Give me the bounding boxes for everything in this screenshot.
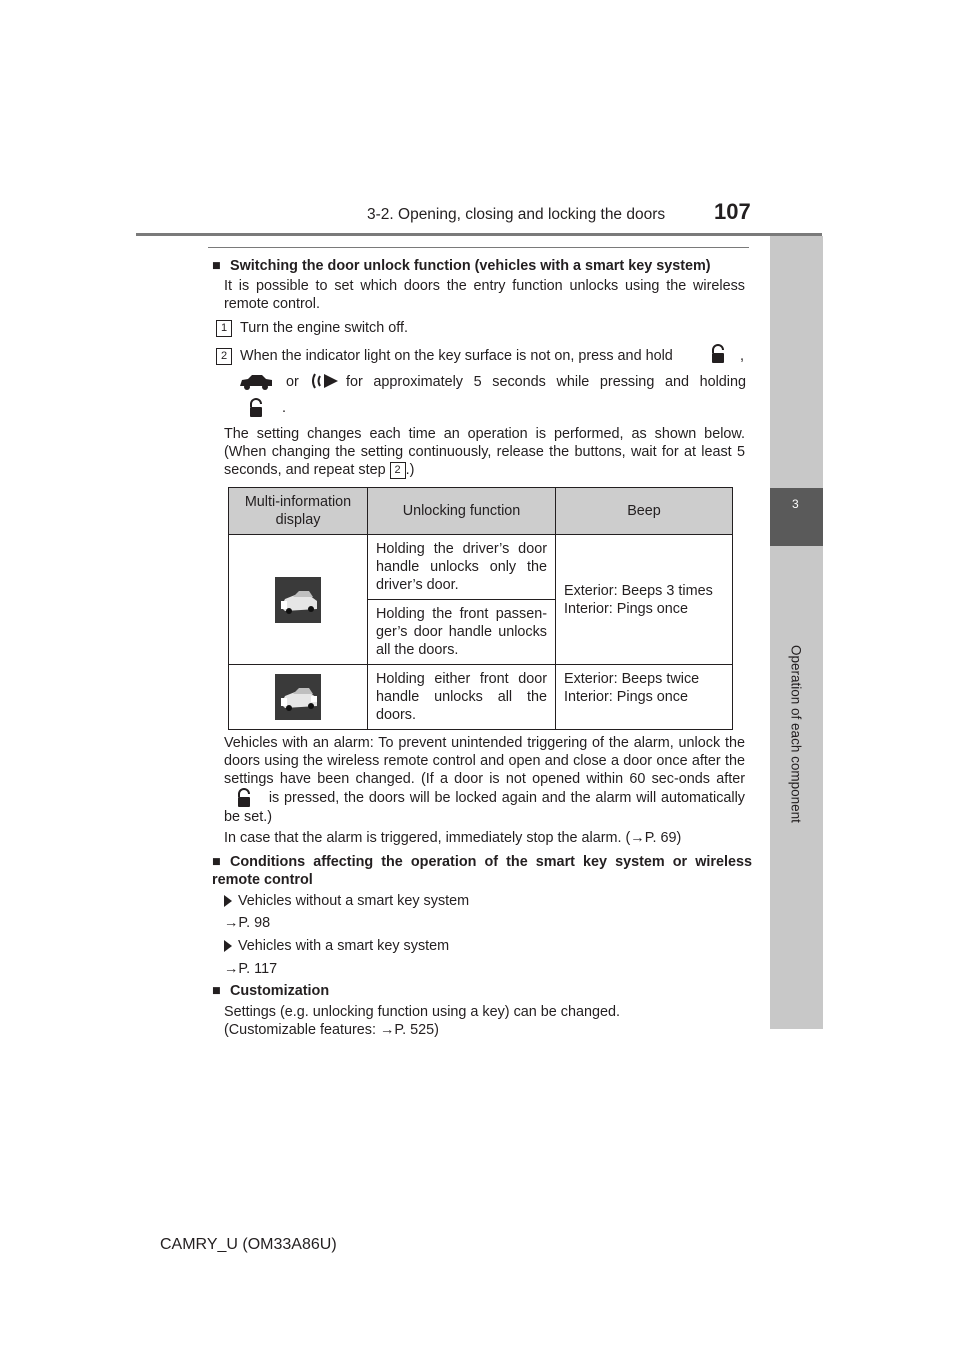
chapter-number: 3 — [792, 497, 799, 511]
step-1-text: Turn the engine switch off. — [240, 320, 408, 336]
customization-line2: (Customizable features: →P. 525) — [224, 1022, 439, 1038]
step-1 — [216, 319, 746, 337]
list-item: Vehicles with a smart key system — [224, 937, 449, 955]
conditions-heading: ■ Conditions affecting the operation of the smart key system or wireless remote control — [212, 854, 752, 888]
step-ref-box: 2 — [390, 462, 406, 479]
page-ref: →P. 117 — [224, 961, 278, 977]
heading-marker: ■ — [212, 983, 221, 999]
step-2-text-b: for approximately 5 seconds while pressing and holding — [346, 374, 746, 390]
row1-function-a: Holding the driver’s door handle unlocks only the driver’s door. — [368, 535, 556, 600]
section-title: 3-2. Opening, closing and locking the doors — [367, 206, 666, 223]
row2-function: Holding either front door handle unlocks all the doors. — [368, 665, 556, 730]
lock-icon — [248, 400, 268, 416]
step-2-line1 — [216, 347, 746, 365]
switching-intro: It is possible to set which doors the entry function unlocks using the wireless remote control. — [224, 278, 745, 312]
display-image-cell — [229, 665, 368, 730]
side-bar — [770, 236, 823, 1029]
step-2-period: . — [282, 399, 286, 416]
alarm-triggered: In case that the alarm is triggered, immediately stop the alarm. (→P. 69) — [224, 830, 682, 846]
lock-icon — [236, 788, 252, 808]
step-2-line2 — [238, 373, 746, 395]
step-2-or: or — [286, 374, 299, 390]
row2-beep: Exterior: Beeps twice Interior: Pings once — [556, 665, 733, 730]
display-image-cell — [229, 535, 368, 665]
arrow-bullet-icon — [224, 940, 232, 952]
car-display-image-2 — [275, 674, 321, 720]
car-icon — [238, 372, 274, 390]
switching-heading: ■ Switching the door unlock function (vehicles with a smart key system) — [212, 258, 711, 274]
list-item: Vehicles without a smart key system — [224, 892, 469, 910]
step-number-box: 1 — [216, 320, 232, 337]
setting-changes-paragraph: The setting changes each time an operation is performed, as shown below. (When changing the setting continuously, release the buttons, wait for at least 5 seconds, and repeat step 2 .) — [224, 426, 745, 478]
step-2-comma: , — [740, 348, 744, 364]
content-rule — [208, 247, 749, 248]
table-row — [229, 665, 733, 730]
col-header-function: Unlocking function — [368, 488, 556, 535]
unlock-function-table — [228, 487, 733, 730]
page-ref: →P. 98 — [224, 915, 271, 931]
page-number: 107 — [714, 199, 751, 224]
trunk-signal-icon — [310, 370, 340, 392]
customization-heading: ■ Customization — [212, 983, 330, 999]
col-header-display: Multi-information display — [229, 488, 368, 535]
car-display-image-1 — [275, 577, 321, 623]
arrow-bullet-icon — [224, 895, 232, 907]
step-2-line3 — [248, 398, 286, 418]
header-rule — [136, 233, 822, 236]
step-number-box: 2 — [216, 348, 232, 365]
customization-line1: Settings (e.g. unlocking function using a key) can be changed. — [224, 1004, 620, 1020]
col-header-beep: Beep — [556, 488, 733, 535]
heading-marker: ■ — [212, 854, 221, 870]
row1-beep: Exterior: Beeps 3 times Interior: Pings once — [556, 535, 733, 665]
alarm-paragraph: Vehicles with an alarm: To prevent unintended triggering of the alarm, unlock the doors using the wireless remote control and open and close a door once after the settings have been changed. (If a door is not opened within 60 sec-onds after is pressed, the doors will be locked again and the alarm will automatically be set.) — [224, 735, 745, 825]
chapter-tab — [770, 488, 823, 546]
row1-function-b: Holding the front passen-ger’s door handle unlocks all the doors. — [368, 600, 556, 665]
heading-marker: ■ — [212, 258, 221, 274]
step-2-text-a: When the indicator light on the key surface is not on, press and hold — [240, 348, 673, 364]
table-row — [229, 535, 733, 600]
lock-icon — [710, 344, 726, 364]
table-header-row — [229, 488, 733, 535]
model-footer: CAMRY_U (OM33A86U) — [160, 1236, 337, 1253]
